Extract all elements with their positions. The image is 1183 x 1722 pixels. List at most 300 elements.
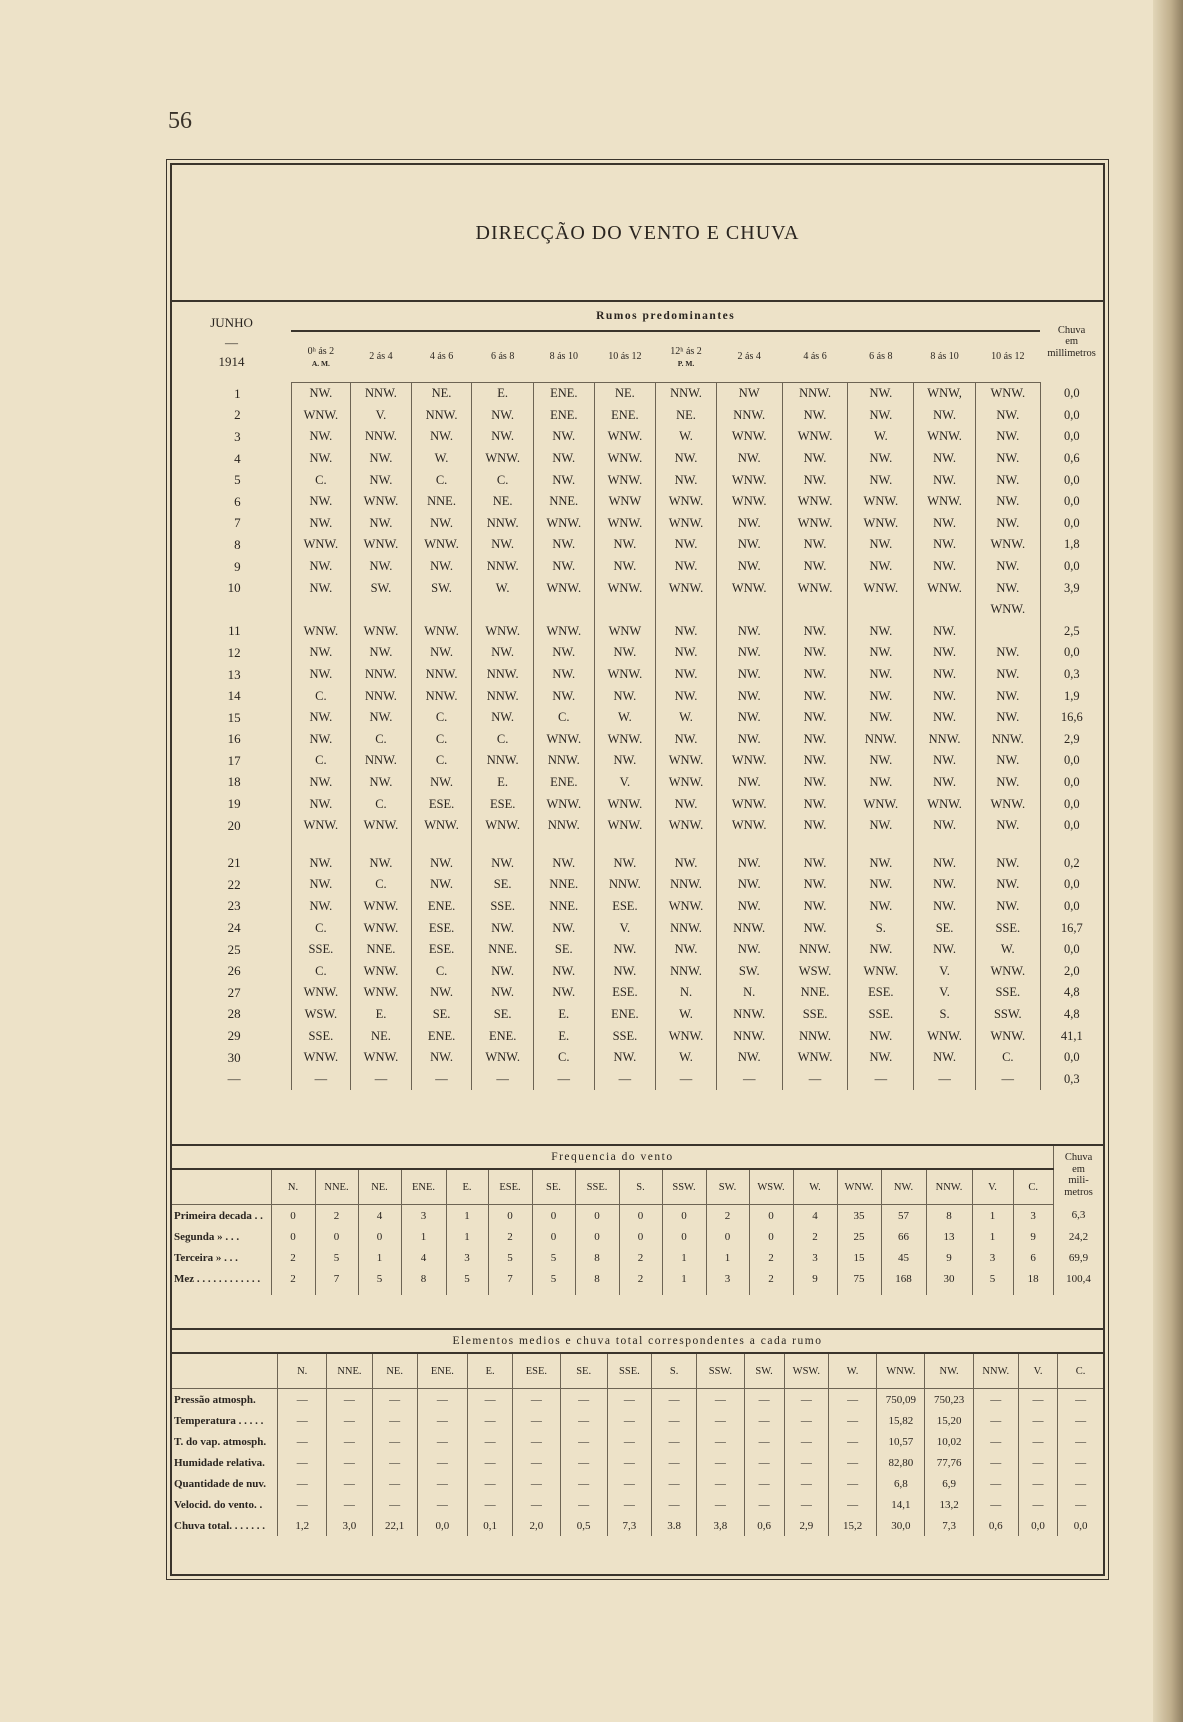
wind-direction-cell: ENE. <box>472 1025 534 1047</box>
wind-direction-cell: C. <box>291 917 351 939</box>
gap-cell <box>656 836 717 852</box>
day-cell: 5 <box>234 472 241 488</box>
element-cell: — <box>828 1389 876 1411</box>
wind-direction-cell: WNW. <box>848 513 914 535</box>
day-cell: 27 <box>227 984 241 1000</box>
element-cell: — <box>1018 1410 1057 1431</box>
row-label: Chuva total. . . . . . . <box>174 1519 266 1532</box>
day-cell: 24 <box>227 920 241 936</box>
wind-direction-cell: NW. <box>291 642 351 664</box>
pad-cell <box>488 1289 532 1295</box>
wind-direction-cell: NNW. <box>472 750 534 772</box>
day-cell: 28 <box>227 1006 241 1022</box>
wind-direction-cell: SE. <box>472 1004 534 1026</box>
wind-direction-cell: WNW. <box>472 815 534 837</box>
day-cell: 2 <box>234 407 241 423</box>
element-cell: — <box>784 1410 828 1431</box>
table-row <box>172 1226 1103 1247</box>
day-cell: 14 <box>227 688 241 704</box>
wind-direction-cell: V. <box>351 405 412 427</box>
wind-direction-cell: C. <box>472 729 534 751</box>
wind-direction-cell: NW. <box>782 896 848 918</box>
rain-cell: 0,2 <box>1040 852 1103 874</box>
frequency-cell: 18 <box>1013 1268 1053 1289</box>
direction-header: S. <box>619 1169 662 1205</box>
wind-direction-cell: NW. <box>351 448 412 470</box>
day-cell: 10 <box>227 580 241 596</box>
frequency-cell: 2 <box>749 1247 793 1268</box>
day-cell: 16 <box>227 731 241 747</box>
direction-header: E. <box>468 1353 513 1389</box>
wind-direction-cell: NW. <box>594 1047 656 1069</box>
gap-cell <box>848 836 914 852</box>
direction-header: ENE. <box>401 1169 446 1205</box>
wind-direction-cell: NNW. <box>351 664 412 686</box>
element-cell: — <box>828 1473 876 1494</box>
wind-direction-cell: WNW. <box>656 815 717 837</box>
wind-direction-cell: C. <box>975 1047 1040 1069</box>
wind-direction-cell: NW. <box>716 448 782 470</box>
wind-direction-cell: W. <box>472 577 534 599</box>
wind-direction-cell: NW. <box>411 426 472 448</box>
rain-cell: 4,8 <box>1040 982 1103 1004</box>
month-header <box>172 302 291 383</box>
direction-header: N. <box>271 1169 315 1205</box>
wind-direction-cell: NW. <box>291 556 351 578</box>
element-cell: — <box>1018 1473 1057 1494</box>
wind-direction-cell: NW. <box>975 815 1040 837</box>
wind-direction-cell: C. <box>291 750 351 772</box>
direction-header: C. <box>1013 1169 1053 1205</box>
wind-direction-cell: NNE. <box>351 939 412 961</box>
wind-direction-cell: NW. <box>533 448 594 470</box>
wind-direction-cell: NW. <box>533 426 594 448</box>
element-cell: — <box>784 1473 828 1494</box>
hour-header <box>656 331 717 383</box>
table-row <box>172 621 1103 643</box>
element-cell: — <box>697 1431 744 1452</box>
wind-direction-cell: NNW. <box>594 874 656 896</box>
wind-direction-cell: NW. <box>782 448 848 470</box>
frequency-cell: 2 <box>706 1205 749 1227</box>
wind-direction-cell: WNW. <box>656 750 717 772</box>
frequency-cell: 1 <box>401 1226 446 1247</box>
direction-header: SSW. <box>697 1353 744 1389</box>
wind-direction-cell: NW. <box>533 469 594 491</box>
day-cell: 23 <box>227 898 241 914</box>
direction-header: NE. <box>372 1353 417 1389</box>
element-cell: — <box>1058 1452 1103 1473</box>
row-label: T. do vap. atmosph. <box>174 1435 267 1448</box>
element-cell: — <box>744 1452 784 1473</box>
row-label: Mez . . . . . . . . . . . . <box>174 1272 261 1285</box>
wind-direction-cell: NW. <box>656 852 717 874</box>
frequency-cell: 2 <box>271 1268 315 1289</box>
wind-direction-cell: WNW. <box>533 621 594 643</box>
hour-header <box>472 331 534 383</box>
rain-cell <box>1040 599 1103 621</box>
wind-direction-cell: NW. <box>782 917 848 939</box>
table-row <box>172 874 1103 896</box>
wind-direction-cell: NW. <box>782 405 848 427</box>
rain-cell: 0,0 <box>1040 556 1103 578</box>
day-cell: 3 <box>234 428 241 444</box>
wind-direction-cell: V. <box>594 772 656 794</box>
pad-cell <box>662 1289 706 1295</box>
wind-direction-cell: NW. <box>848 685 914 707</box>
table-row <box>172 664 1103 686</box>
wind-direction-cell: NW. <box>914 448 976 470</box>
element-cell: — <box>607 1431 651 1452</box>
element-cell: — <box>1018 1494 1057 1515</box>
wind-direction-cell: NW. <box>848 772 914 794</box>
table-row <box>172 1515 1103 1536</box>
wind-direction-cell: NW. <box>656 448 717 470</box>
wind-direction-cell: C. <box>291 685 351 707</box>
wind-direction-cell: WNW. <box>533 729 594 751</box>
element-cell: — <box>278 1452 327 1473</box>
wind-direction-cell: NNW. <box>716 1025 782 1047</box>
direction-header: SW. <box>706 1169 749 1205</box>
frequency-cell: 2 <box>619 1268 662 1289</box>
pad-cell <box>358 1289 401 1295</box>
direction-header: S. <box>652 1353 697 1389</box>
wind-direction-cell: WNW. <box>656 513 717 535</box>
wind-direction-cell: NW. <box>594 939 656 961</box>
wind-direction-cell: WNW. <box>975 1025 1040 1047</box>
wind-direction-cell: NW. <box>914 405 976 427</box>
rain-cell: 1,8 <box>1040 534 1103 556</box>
wind-direction-cell: WNW. <box>782 426 848 448</box>
wind-direction-cell <box>656 599 717 621</box>
wind-direction-cell: WNW. <box>594 815 656 837</box>
wind-direction-cell: NW. <box>472 960 534 982</box>
wind-direction-cell: WNW. <box>848 577 914 599</box>
pad-cell <box>172 1289 271 1295</box>
wind-direction-cell: NW. <box>472 852 534 874</box>
element-cell: — <box>697 1452 744 1473</box>
wind-direction-cell: NW. <box>291 874 351 896</box>
wind-direction-cell: NW. <box>594 642 656 664</box>
wind-direction-cell: — <box>351 1068 412 1090</box>
gap-cell <box>716 836 782 852</box>
element-cell: — <box>828 1410 876 1431</box>
wind-direction-cell: NW. <box>716 621 782 643</box>
wind-direction-cell: NNE. <box>411 491 472 513</box>
wind-direction-cell: NW. <box>411 513 472 535</box>
wind-direction-cell: WNW. <box>594 469 656 491</box>
wind-direction-cell: NW. <box>716 707 782 729</box>
wind-direction-cell: NNE. <box>533 491 594 513</box>
frequency-cell: 0 <box>271 1226 315 1247</box>
rain-cell: 2,5 <box>1040 621 1103 643</box>
wind-direction-cell: NW. <box>533 664 594 686</box>
rain-cell: 4,8 <box>1040 1004 1103 1026</box>
wind-direction-cell: ESE. <box>472 793 534 815</box>
element-cell: — <box>652 1431 697 1452</box>
wind-direction-cell: NW. <box>716 772 782 794</box>
rain-cell: 0,0 <box>1040 815 1103 837</box>
element-cell: — <box>468 1431 513 1452</box>
row-label: Primeira decada . . <box>174 1209 263 1222</box>
wind-direction-cell: WNW. <box>848 793 914 815</box>
direction-header: SSE. <box>607 1353 651 1389</box>
table-row <box>172 982 1103 1004</box>
row-label: Temperatura . . . . . <box>174 1414 264 1427</box>
element-cell: — <box>828 1431 876 1452</box>
wind-direction-cell: SSE. <box>291 1025 351 1047</box>
wind-direction-cell: NW. <box>782 621 848 643</box>
wind-direction-cell: C. <box>411 729 472 751</box>
wind-direction-cell: W. <box>656 1004 717 1026</box>
wind-direction-cell <box>291 599 351 621</box>
frequency-cell: 0 <box>619 1205 662 1227</box>
element-cell: — <box>372 1452 417 1473</box>
wind-direction-cell: NW. <box>472 642 534 664</box>
direction-header: C. <box>1058 1353 1103 1389</box>
row-label: Segunda » . . . <box>174 1230 240 1243</box>
element-cell: — <box>1058 1494 1103 1515</box>
element-cell: — <box>744 1410 784 1431</box>
wind-direction-cell: ENE. <box>594 405 656 427</box>
pad-cell <box>401 1289 446 1295</box>
wind-direction-cell: NW. <box>782 772 848 794</box>
wind-direction-cell: SSE. <box>848 1004 914 1026</box>
wind-direction-cell: NW. <box>291 793 351 815</box>
element-cell: — <box>513 1410 560 1431</box>
frequency-cell: 5 <box>532 1247 575 1268</box>
wind-direction-cell <box>914 599 976 621</box>
row-label: Pressão atmosph. <box>174 1393 256 1406</box>
day-cell: 6 <box>234 493 241 509</box>
element-cell: — <box>278 1431 327 1452</box>
day-cell: 30 <box>227 1049 241 1065</box>
wind-direction-cell: E. <box>472 772 534 794</box>
element-cell: 6,8 <box>877 1473 925 1494</box>
wind-direction-cell: — <box>656 1068 717 1090</box>
pad-cell <box>926 1289 972 1295</box>
wind-direction-cell: ENE. <box>411 896 472 918</box>
wind-direction-cell: NW. <box>914 534 976 556</box>
table-row <box>172 448 1103 470</box>
wind-direction-cell: NW. <box>782 729 848 751</box>
wind-direction-cell: WNW. <box>411 534 472 556</box>
frequency-cell: 1 <box>972 1205 1013 1227</box>
wind-direction-cell: NW. <box>656 685 717 707</box>
wind-direction-cell: NW. <box>848 1047 914 1069</box>
element-cell: — <box>468 1410 513 1431</box>
rain-cell: 1,9 <box>1040 685 1103 707</box>
wind-direction-cell: NW. <box>975 685 1040 707</box>
wind-direction-cell: NW. <box>472 707 534 729</box>
gap-row <box>172 836 1103 852</box>
wind-direction-cell: NW. <box>472 534 534 556</box>
wind-direction-cell: — <box>782 1068 848 1090</box>
hour-header-label: 12ʰ ás 2 <box>670 345 702 357</box>
wind-direction-cell: NW. <box>411 772 472 794</box>
direction-header: W. <box>828 1353 876 1389</box>
element-cell: — <box>417 1473 467 1494</box>
frequency-cell: 9 <box>1013 1226 1053 1247</box>
frequency-cell: 2 <box>793 1226 837 1247</box>
frequency-cell: 7 <box>315 1268 358 1289</box>
wind-direction-cell: SW. <box>351 577 412 599</box>
frequency-cell: 0 <box>575 1226 619 1247</box>
frequency-cell: 0 <box>271 1205 315 1227</box>
wind-direction-cell: NW. <box>782 556 848 578</box>
table-row <box>172 772 1103 794</box>
frequency-cell: 3 <box>972 1247 1013 1268</box>
wind-direction-cell: NW. <box>848 448 914 470</box>
wind-direction-cell: NNE. <box>782 982 848 1004</box>
element-cell: 7,3 <box>925 1515 973 1536</box>
wind-direction-cell: NW. <box>914 642 976 664</box>
wind-direction-cell: NW. <box>351 513 412 535</box>
day-cell: 11 <box>228 623 241 639</box>
table-row <box>172 426 1103 448</box>
wind-direction-cell: WNW. <box>533 513 594 535</box>
wind-direction-cell: ENE. <box>533 772 594 794</box>
wind-direction-cell: NW. <box>782 664 848 686</box>
frequency-cell: 8 <box>401 1268 446 1289</box>
rain-cell: 100,4 <box>1053 1268 1103 1289</box>
day-cell: 15 <box>227 709 241 725</box>
wind-direction-cell: WNW. <box>975 383 1040 405</box>
element-cell: — <box>372 1494 417 1515</box>
wind-direction-cell: NNW. <box>411 664 472 686</box>
table-row <box>172 534 1103 556</box>
table-row <box>172 1025 1103 1047</box>
rain-cell: 41,1 <box>1040 1025 1103 1047</box>
elements-table <box>172 1328 1103 1536</box>
frequency-cell: 1 <box>972 1226 1013 1247</box>
wind-direction-cell: NNW. <box>716 1004 782 1026</box>
wind-direction-cell: NW. <box>848 707 914 729</box>
rain-cell: 2,0 <box>1040 960 1103 982</box>
rain-cell: 0,0 <box>1040 383 1103 405</box>
pad-cell <box>793 1289 837 1295</box>
table-row <box>172 513 1103 535</box>
wind-direction-cell: WNW, <box>914 383 976 405</box>
table-row <box>172 1473 1103 1494</box>
direction-header: NNE. <box>327 1353 372 1389</box>
wind-direction-cell: WNW. <box>351 917 412 939</box>
direction-header: WSW. <box>749 1169 793 1205</box>
wind-direction-cell: C. <box>411 960 472 982</box>
pad-cell <box>619 1289 662 1295</box>
frequency-cell: 5 <box>358 1268 401 1289</box>
element-cell: — <box>468 1389 513 1411</box>
wind-direction-cell: NNW. <box>472 664 534 686</box>
day-cell: 4 <box>234 450 241 466</box>
pad-cell <box>446 1289 488 1295</box>
wind-direction-cell: NW. <box>914 513 976 535</box>
frequency-cell: 45 <box>881 1247 926 1268</box>
wind-direction-cell: S. <box>914 1004 976 1026</box>
element-cell: — <box>973 1473 1018 1494</box>
rain-cell: 0,0 <box>1040 793 1103 815</box>
wind-direction-cell: NW. <box>848 469 914 491</box>
gap-cell <box>533 836 594 852</box>
wind-direction-cell: WNW. <box>914 426 976 448</box>
wind-direction-cell: WNW. <box>848 491 914 513</box>
elements-title: Elementos medios e chuva total correspondentes a cada rumo <box>172 1329 1103 1353</box>
table-row <box>172 917 1103 939</box>
wind-direction-cell: NW. <box>411 874 472 896</box>
table-row <box>172 405 1103 427</box>
wind-direction-cell: NW. <box>914 815 976 837</box>
element-cell: — <box>513 1473 560 1494</box>
wind-direction-cell: NW. <box>975 556 1040 578</box>
wind-direction-cell: W. <box>594 707 656 729</box>
frequency-cell: 35 <box>837 1205 881 1227</box>
element-cell: — <box>417 1389 467 1411</box>
element-cell: — <box>278 1494 327 1515</box>
wind-direction-cell: NNW. <box>351 383 412 405</box>
table-row <box>172 577 1103 599</box>
wind-direction-cell: E. <box>533 1025 594 1047</box>
wind-direction-cell: WNW. <box>411 621 472 643</box>
direction-header: SSE. <box>575 1169 619 1205</box>
wind-direction-cell: NW. <box>716 534 782 556</box>
wind-direction-cell: NW. <box>975 469 1040 491</box>
frequency-cell: 13 <box>926 1226 972 1247</box>
table-row <box>172 1268 1103 1289</box>
wind-direction-cell: ESE. <box>848 982 914 1004</box>
direction-header: NE. <box>358 1169 401 1205</box>
wind-direction-cell: — <box>533 1068 594 1090</box>
frequency-cell: 30 <box>926 1268 972 1289</box>
wind-direction-cell: NW. <box>472 917 534 939</box>
wind-direction-cell: WNW. <box>351 896 412 918</box>
rain-cell: 24,2 <box>1053 1226 1103 1247</box>
pad-cell <box>532 1289 575 1295</box>
element-cell: 3.8 <box>652 1515 697 1536</box>
frequency-cell: 66 <box>881 1226 926 1247</box>
wind-direction-cell: NW. <box>782 642 848 664</box>
wind-direction-cell: WNW. <box>656 577 717 599</box>
direction-header: NNW. <box>926 1169 972 1205</box>
wind-direction-cell <box>975 621 1040 643</box>
wind-direction-cell: NW. <box>594 750 656 772</box>
wind-direction-cell: SSE. <box>472 896 534 918</box>
wind-direction-cell: NW. <box>351 707 412 729</box>
gap-cell <box>411 836 472 852</box>
wind-direction-cell: NW. <box>848 383 914 405</box>
wind-direction-cell: WNW. <box>351 1047 412 1069</box>
element-cell: — <box>327 1431 372 1452</box>
element-cell: — <box>828 1452 876 1473</box>
frequency-cell: 3 <box>1013 1205 1053 1227</box>
table-row <box>172 1410 1103 1431</box>
day-cell: 9 <box>234 558 241 574</box>
element-cell: — <box>607 1452 651 1473</box>
frequency-cell: 5 <box>446 1268 488 1289</box>
wind-direction-cell: NW. <box>533 534 594 556</box>
wind-direction-cell: NW. <box>848 750 914 772</box>
pad-cell <box>881 1289 926 1295</box>
wind-direction-cell: NNW. <box>716 917 782 939</box>
table-row <box>172 852 1103 874</box>
wind-direction-cell: NW. <box>291 513 351 535</box>
wind-direction-cell: NW. <box>914 852 976 874</box>
day-cell: 8 <box>234 536 241 552</box>
frequency-cell: 0 <box>532 1205 575 1227</box>
element-cell: — <box>327 1452 372 1473</box>
wind-direction-cell: NW. <box>848 556 914 578</box>
wind-direction-cell: NW. <box>411 982 472 1004</box>
wind-direction-cell: E. <box>472 383 534 405</box>
